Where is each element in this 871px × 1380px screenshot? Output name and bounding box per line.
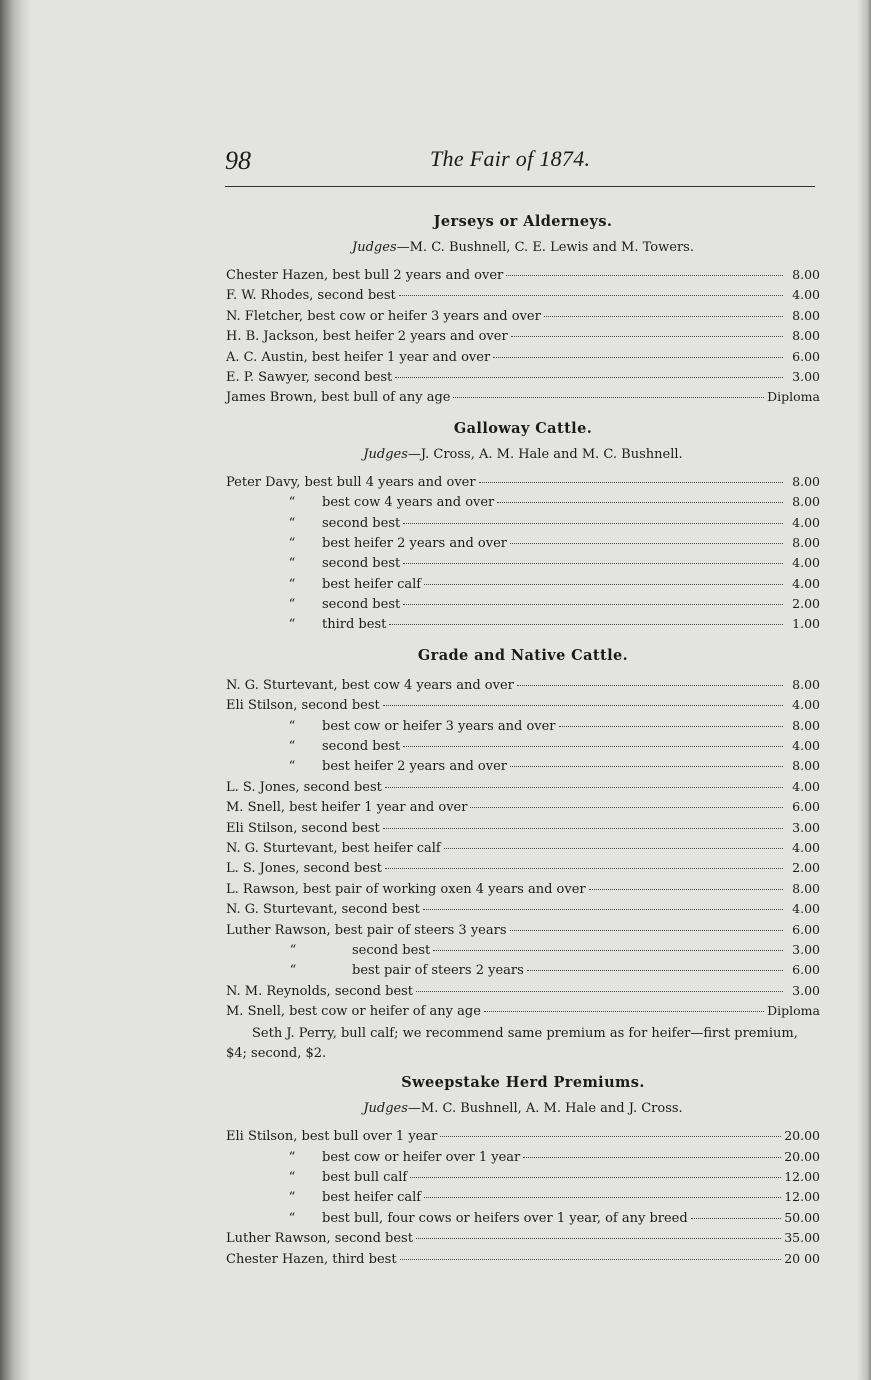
dot-leader xyxy=(399,295,783,296)
award-description: H. B. Jackson, best heifer 2 years and over xyxy=(226,329,508,345)
award-description: A. C. Austin, best heifer 1 year and over xyxy=(226,349,491,365)
premium-amount: 20 00 xyxy=(784,1250,820,1266)
premium-amount: 12.00 xyxy=(784,1189,820,1205)
ditto-mark: “ xyxy=(288,1190,296,1206)
award-description: best cow 4 years and over xyxy=(322,495,495,511)
award-description: M. Snell, best heifer 1 year and over xyxy=(226,800,468,816)
award-description: best pair of steers 2 years xyxy=(352,963,524,979)
premium-amount: 35.00 xyxy=(784,1230,820,1246)
dot-leader xyxy=(416,991,783,992)
premium-amount: 4.00 xyxy=(792,778,820,794)
award-row xyxy=(226,494,820,514)
ditto-mark: “ xyxy=(288,515,296,531)
premium-amount: 8.00 xyxy=(792,328,820,344)
judges-names: —M. C. Bushnell, A. M. Hale and J. Cross. xyxy=(407,1101,683,1117)
judges-label: Judges xyxy=(363,446,408,462)
award-row xyxy=(226,267,820,287)
committee-note xyxy=(226,1024,820,1065)
premium-amount: 4.00 xyxy=(792,839,820,855)
premium-amount: Diploma xyxy=(767,1003,820,1019)
section-title: Sweepstake Herd Premiums. xyxy=(401,1074,645,1092)
award-row xyxy=(226,860,820,880)
premium-amount: 8.00 xyxy=(792,676,820,692)
award-description: second best xyxy=(352,942,431,958)
dot-leader xyxy=(424,1197,781,1198)
section-title: Jerseys or Alderneys. xyxy=(433,213,613,230)
award-description: Peter Davy, best bull 4 years and over xyxy=(226,474,476,490)
premium-amount: 2.00 xyxy=(792,860,820,876)
award-description: N. G. Sturtevant, second best xyxy=(226,902,420,918)
premium-amount: 8.00 xyxy=(792,717,820,733)
dot-leader xyxy=(444,848,783,849)
award-description: M. Snell, best cow or heifer of any age xyxy=(226,1004,481,1020)
award-description: Eli Stilson, best bull over 1 year xyxy=(226,1129,438,1145)
dot-leader xyxy=(527,970,783,971)
award-row xyxy=(226,820,820,840)
dot-leader xyxy=(403,604,783,605)
award-row xyxy=(226,738,820,758)
dot-leader xyxy=(440,1136,781,1137)
premium-amount: 3.00 xyxy=(792,819,820,835)
section-title: Galloway Cattle. xyxy=(453,419,593,437)
premium-amount: 3.00 xyxy=(792,941,820,957)
premium-amount: 8.00 xyxy=(792,307,820,323)
award-row xyxy=(226,881,820,901)
premium-amount: 8.00 xyxy=(792,267,820,282)
dot-leader xyxy=(423,909,783,910)
award-row xyxy=(226,328,820,348)
award-row xyxy=(226,962,820,982)
award-row xyxy=(226,576,820,596)
award-row xyxy=(226,1251,820,1271)
award-row xyxy=(226,779,820,799)
award-row xyxy=(226,942,820,962)
award-description: F. W. Rhodes, second best xyxy=(226,288,396,304)
award-row xyxy=(226,555,820,575)
dot-leader xyxy=(517,685,783,686)
dot-leader xyxy=(510,766,783,767)
ditto-mark: “ xyxy=(288,495,296,511)
judges-label: Judges xyxy=(363,1101,408,1117)
dot-leader xyxy=(403,523,783,524)
award-row xyxy=(226,840,820,860)
dot-leader xyxy=(479,482,783,483)
ditto-mark: “ xyxy=(288,617,296,633)
award-description: best heifer calf xyxy=(322,1190,422,1206)
dot-leader xyxy=(424,584,783,585)
premium-amount: 4.00 xyxy=(792,697,820,713)
dot-leader xyxy=(506,275,783,276)
dot-leader xyxy=(400,1259,782,1260)
dot-leader xyxy=(403,563,783,564)
premium-amount: 3.00 xyxy=(792,982,820,998)
award-description: best heifer calf xyxy=(322,576,422,592)
premium-amount: 1.00 xyxy=(792,616,820,632)
dot-leader xyxy=(511,336,783,337)
premium-amount: 4.00 xyxy=(792,575,820,591)
dot-leader xyxy=(493,357,783,358)
premium-amount: 8.00 xyxy=(792,534,820,550)
premium-amount: 20.00 xyxy=(784,1128,820,1144)
dot-leader xyxy=(383,705,783,706)
award-description: best cow or heifer 3 years and over xyxy=(322,718,556,734)
premium-amount: 6.00 xyxy=(792,921,820,937)
award-description: L. Rawson, best pair of working oxen 4 years and over xyxy=(226,881,586,897)
award-description: third best xyxy=(322,617,387,633)
ditto-mark: “ xyxy=(288,597,296,613)
premium-amount: 4.00 xyxy=(792,555,820,571)
premium-amount: 8.00 xyxy=(792,473,820,489)
award-description: Eli Stilson, second best xyxy=(226,698,380,714)
award-row xyxy=(226,474,820,494)
award-row xyxy=(226,1189,820,1209)
dot-leader xyxy=(389,624,783,625)
dot-leader xyxy=(453,397,764,398)
premium-amount: 6.00 xyxy=(792,348,820,364)
dot-leader xyxy=(385,787,783,788)
award-row xyxy=(226,1210,820,1230)
award-description: Chester Hazen, best bull 2 years and over xyxy=(226,268,504,283)
dot-leader xyxy=(497,502,783,503)
dot-leader xyxy=(510,930,783,931)
running-title: The Fair of 1874. xyxy=(430,146,591,171)
award-row xyxy=(226,1169,820,1189)
dot-leader xyxy=(416,1238,781,1239)
award-row xyxy=(226,1230,820,1250)
award-description: James Brown, best bull of any age xyxy=(226,390,451,406)
premium-amount: 8.00 xyxy=(792,758,820,774)
award-row xyxy=(226,616,820,636)
judges-label: Judges xyxy=(352,240,397,255)
award-description: second best xyxy=(322,556,401,572)
award-description: Chester Hazen, third best xyxy=(226,1251,397,1267)
award-description: best cow or heifer over 1 year xyxy=(322,1149,521,1165)
award-row xyxy=(226,901,820,921)
award-row xyxy=(226,308,820,328)
dot-leader xyxy=(523,1157,781,1158)
award-description: best heifer 2 years and over xyxy=(322,535,507,551)
dot-leader xyxy=(559,726,783,727)
award-row xyxy=(226,1128,820,1148)
award-description: N. Fletcher, best cow or heifer 3 years and over xyxy=(226,308,541,324)
dot-leader xyxy=(484,1011,764,1012)
premium-amount: 2.00 xyxy=(792,596,820,612)
dot-leader xyxy=(410,1177,781,1178)
ditto-mark: “ xyxy=(288,556,296,572)
award-description: best bull calf xyxy=(322,1170,408,1186)
award-description: Eli Stilson, second best xyxy=(226,820,380,836)
judges-names: —J. Cross, A. M. Hale and M. C. Bushnell. xyxy=(407,446,683,462)
ditto-mark: “ xyxy=(288,718,296,734)
award-row xyxy=(226,758,820,778)
premium-amount: 3.00 xyxy=(792,368,820,384)
award-description: best heifer 2 years and over xyxy=(322,759,507,775)
premium-amount: 50.00 xyxy=(784,1209,820,1225)
ditto-mark: “ xyxy=(289,942,297,958)
page-number: 98 xyxy=(225,146,251,175)
award-row xyxy=(226,349,820,369)
judges-line xyxy=(226,442,820,468)
award-description: N. G. Sturtevant, best cow 4 years and over xyxy=(226,677,514,693)
award-description: L. S. Jones, second best xyxy=(226,779,382,795)
committee-note-text: Seth J. Perry, bull calf; we recommend same premium as for heifer—first premium, $4; second, $2. xyxy=(226,1025,798,1061)
judges-names: —M. C. Bushnell, C. E. Lewis and M. Towers. xyxy=(396,240,694,255)
award-row xyxy=(226,983,820,1003)
award-row xyxy=(226,922,820,942)
award-row xyxy=(226,535,820,555)
award-description: Luther Rawson, best pair of steers 3 years xyxy=(226,922,507,938)
premium-amount: 8.00 xyxy=(792,494,820,510)
ditto-mark: “ xyxy=(288,1170,296,1186)
premium-amount: 8.00 xyxy=(792,880,820,896)
award-row xyxy=(226,697,820,717)
award-description: second best xyxy=(322,515,401,531)
award-description: second best xyxy=(322,739,401,755)
award-row xyxy=(226,596,820,616)
dot-leader xyxy=(403,746,783,747)
premium-amount: 12.00 xyxy=(784,1169,820,1185)
header-rule xyxy=(225,186,815,187)
ditto-mark: “ xyxy=(289,963,297,979)
judges-line xyxy=(226,235,820,261)
dot-leader xyxy=(544,316,783,317)
award-description: L. S. Jones, second best xyxy=(226,861,382,877)
award-row xyxy=(226,1003,820,1023)
award-row xyxy=(226,718,820,738)
section-title: Grade and Native Cattle. xyxy=(417,646,629,664)
award-row xyxy=(226,799,820,819)
premium-amount: 4.00 xyxy=(792,901,820,917)
page-header xyxy=(225,146,817,186)
premium-amount: 6.00 xyxy=(792,799,820,815)
award-row xyxy=(226,369,820,389)
page-right-edge xyxy=(857,0,871,1380)
award-row xyxy=(226,1149,820,1169)
premium-list xyxy=(226,205,820,1271)
dot-leader xyxy=(383,828,783,829)
dot-leader xyxy=(385,868,783,869)
dot-leader xyxy=(510,543,783,544)
award-description: Luther Rawson, second best xyxy=(226,1231,413,1247)
award-description: N. M. Reynolds, second best xyxy=(226,983,414,999)
dot-leader xyxy=(433,950,783,951)
ditto-mark: “ xyxy=(288,1210,296,1226)
premium-amount: 20.00 xyxy=(784,1148,820,1164)
dot-leader xyxy=(395,377,783,378)
award-row xyxy=(226,677,820,697)
award-row xyxy=(226,287,820,307)
award-description: second best xyxy=(322,597,401,613)
ditto-mark: “ xyxy=(288,739,296,755)
book-binding-edge xyxy=(0,0,32,1380)
dot-leader xyxy=(470,807,783,808)
award-description: N. G. Sturtevant, best heifer calf xyxy=(226,840,441,856)
ditto-mark: “ xyxy=(288,535,296,551)
award-description: best bull, four cows or heifers over 1 year, of any breed xyxy=(322,1210,688,1226)
award-row xyxy=(226,389,820,409)
premium-amount: 4.00 xyxy=(792,287,820,303)
award-row xyxy=(226,515,820,535)
premium-amount: Diploma xyxy=(767,389,820,405)
dot-leader xyxy=(691,1218,782,1219)
dot-leader xyxy=(589,889,783,890)
premium-amount: 4.00 xyxy=(792,738,820,754)
judges-line xyxy=(226,1096,820,1122)
premium-amount: 6.00 xyxy=(792,962,820,978)
premium-amount: 4.00 xyxy=(792,514,820,530)
award-description: E. P. Sawyer, second best xyxy=(226,369,393,385)
ditto-mark: “ xyxy=(288,576,296,592)
ditto-mark: “ xyxy=(288,1149,296,1165)
ditto-mark: “ xyxy=(288,759,296,775)
